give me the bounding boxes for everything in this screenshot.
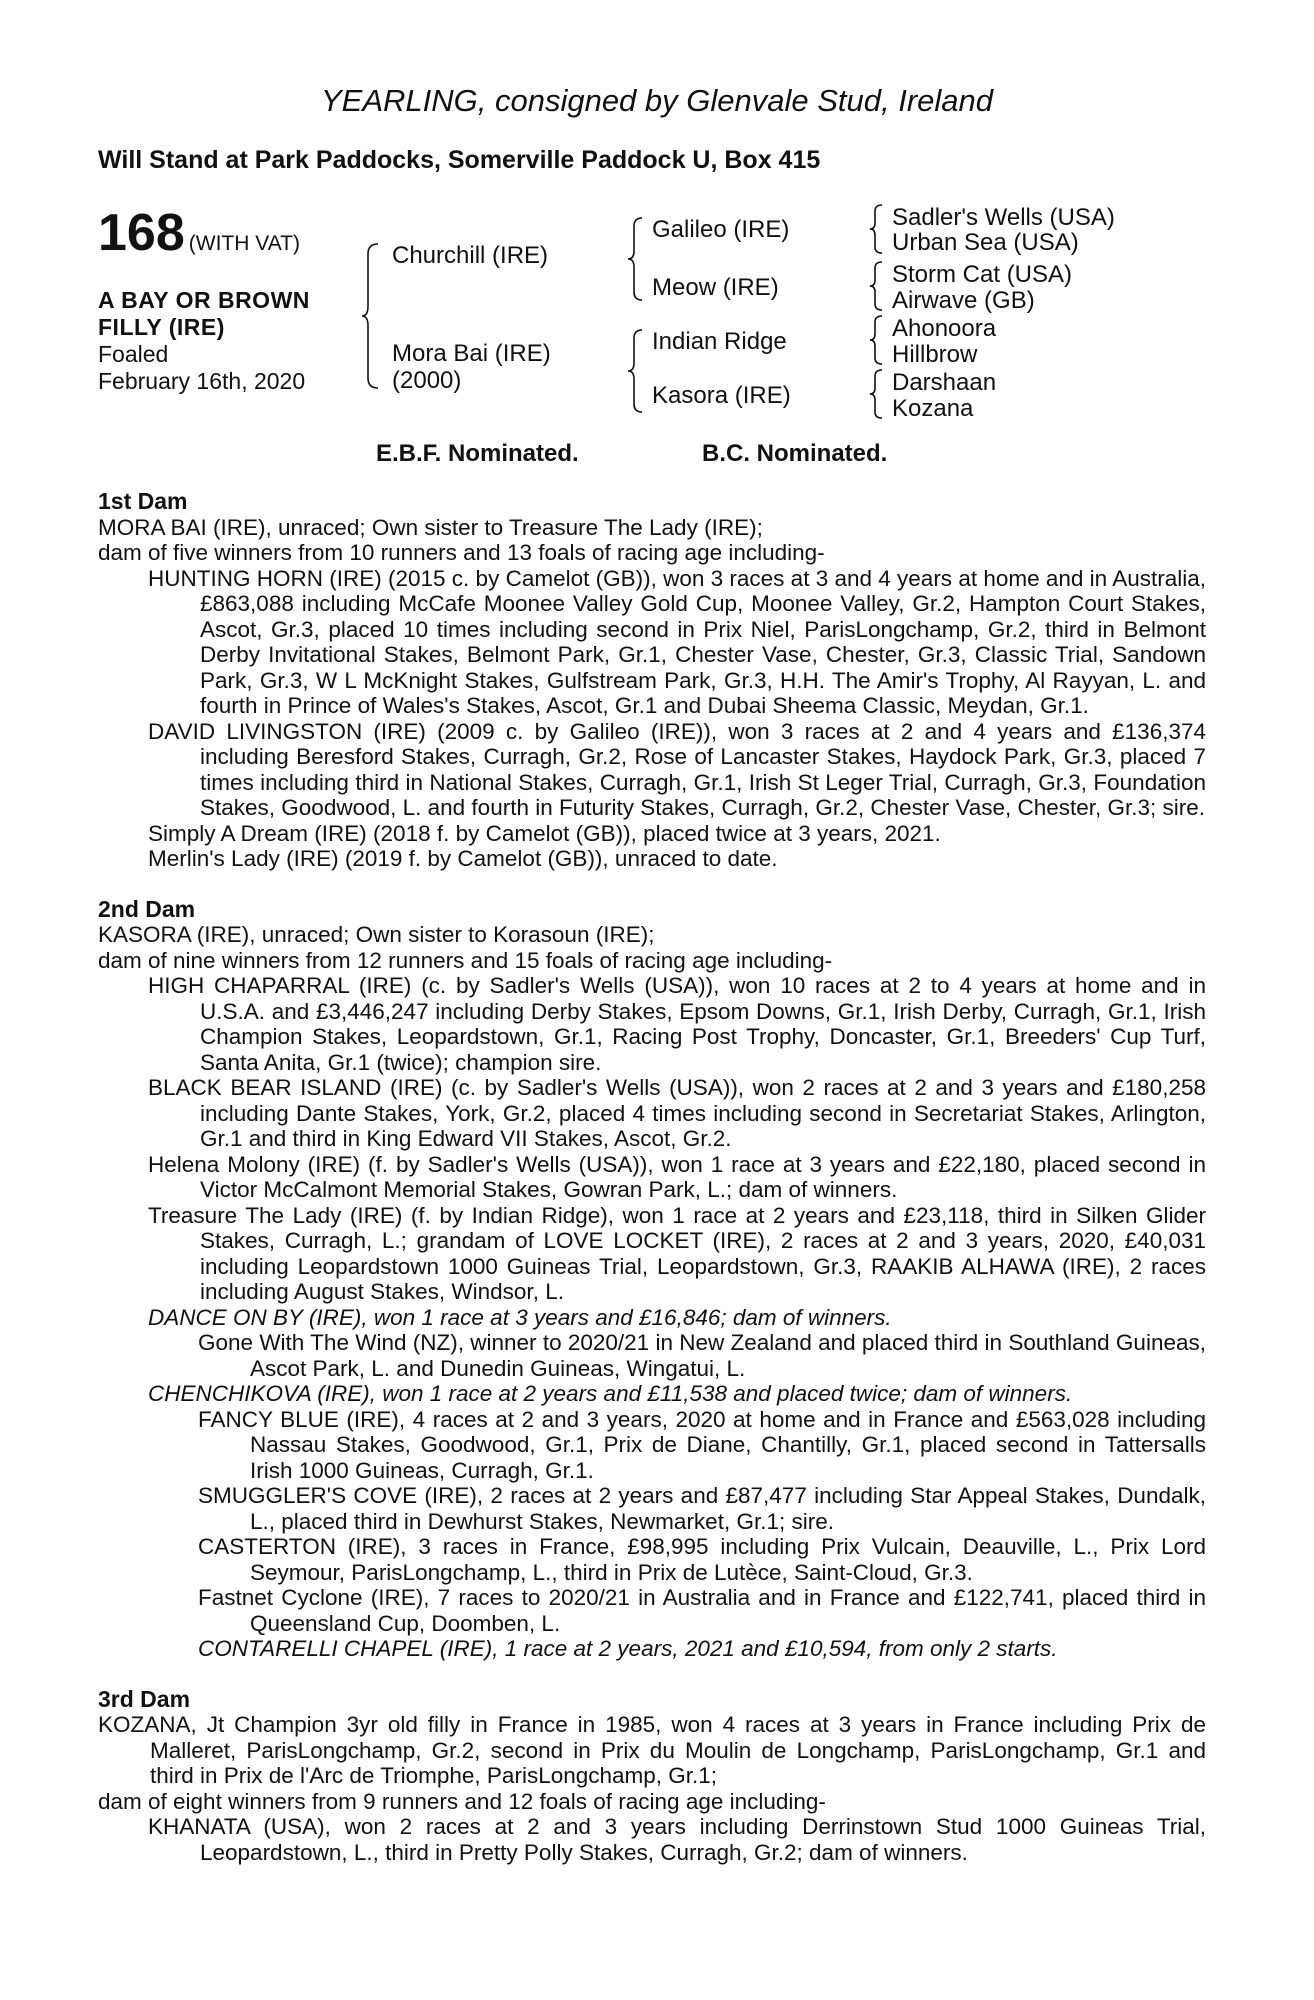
stand-location: Will Stand at Park Paddocks, Somerville Paddock U, Box 415 (98, 146, 821, 174)
sdd-name: Airwave (GB) (892, 287, 1035, 314)
vat-label: (WITH VAT) (188, 232, 300, 255)
sire-dam: Meow (IRE) (652, 274, 779, 301)
third-dam-summary: dam of eight winners from 9 runners and 12 foals of racing age including- (98, 1788, 826, 1814)
offspring-entry: DAVID LIVINGSTON (IRE) (2009 c. by Galileo (IRE)), won 3 races at 2 and 4 years and £136,374 including Beresford Stakes, Curragh, Gr.2, Rose of Lancaster Stakes, Haydock Park, Gr.3, placed 7 times including third in National Stakes, Curragh, Gr.1, Irish St Leger Trial, Curragh, Gr.3, Foundation Stakes, Goodwood, L. and fourth in Futurity Stakes, Curragh, Gr.2, Chester Vase, Chester, Gr.3; sire. (148, 718, 1206, 820)
offspring-entry: Simply A Dream (IRE) (2018 f. by Camelot (GB)), placed twice at 3 years, 2021. (148, 820, 941, 846)
lot-number-block (98, 203, 300, 263)
dsd-name: Hillbrow (892, 341, 978, 368)
first-dam-summary: dam of five winners from 10 runners and 13 foals of racing age including- (98, 540, 825, 565)
offspring-entry: HUNTING HORN (IRE) (2015 c. by Camelot (GB)), won 3 races at 3 and 4 years at home and in Australia, £863,088 including McCafe Moonee Valley Gold Cup, Moonee Valley, Gr.2, Hampton Court Stakes, Ascot, Gr.3, placed 10 times including second in Prix Niel, ParisLongchamp, Gr.2, third in Belmont Derby Invitational Stakes, Belmont Park, Gr.1, Chester Vase, Chester, Gr.3, Classic Trial, Sandown Park, Gr.3, W L McKnight Stakes, Gulfstream Park, Gr.3, H.H. The Amir's Trophy, Al Rayyan, L. and fourth in Prince of Wales's Stakes, Ascot, Gr.1 and Dubai Sheema Classic, Meydan, Gr.1. (148, 565, 1206, 718)
dam-year: (2000) (392, 367, 462, 394)
second-dam-summary: dam of nine winners from 12 runners and 15 foals of racing age including- (98, 947, 833, 973)
pedigree-brace (868, 314, 886, 366)
first-dam-heading: 1st Dam (98, 488, 188, 514)
second-dam-heading: 2nd Dam (98, 895, 196, 922)
grand-offspring-entry: CASTERTON (IRE), 3 races in France, £98,995 including Prix Vulcain, Deauville, L., Prix Lord Seymour, ParisLongchamp, L., third in Prix de Lutèce, Saint-Cloud, Gr.3. (198, 1534, 1206, 1585)
grand-offspring-entry: CONTARELLI CHAPEL (IRE), 1 race at 2 years, 2021 and £10,594, from only 2 starts. (198, 1636, 1058, 1661)
ddd-name: Kozana (892, 395, 974, 422)
third-dam-intro: KOZANA, Jt Champion 3yr old filly in France in 1985, won 4 races at 3 years in France including Prix de Malleret, ParisLongchamp, Gr.2, second in Prix du Moulin de Longchamp, ParisLongchamp, Gr.1 and third in Prix de l'Arc de Triomphe, ParisLongchamp, Gr.1; (98, 1712, 1206, 1788)
sds-name: Storm Cat (USA) (892, 261, 1073, 288)
sire-name: Churchill (IRE) (392, 242, 549, 269)
offspring-entry: DANCE ON BY (IRE), won 1 race at 3 years and £16,846; dam of winners. (148, 1304, 892, 1330)
foaled-label: Foaled (98, 341, 169, 367)
sire-sire: Galileo (IRE) (652, 216, 790, 243)
offspring-entry: CHENCHIKOVA (IRE), won 1 race at 2 years and £11,538 and placed twice; dam of winners. (148, 1381, 1073, 1406)
offspring-entry: Treasure The Lady (IRE) (f. by Indian Ridge), won 1 race at 2 years and £23,118, third in Silken Glider Stakes, Curragh, L.; grandam of LOVE LOCKET (IRE), 2 races at 2 and 3 years, 2020, £40,031 including Leopardstown 1000 Guineas Trial, Leopardstown, Gr.3, RAAKIB ALHAWA (IRE), 2 races including August Stakes, Windsor, L. (148, 1202, 1206, 1304)
foaling-date: February 16th, 2020 (98, 368, 306, 394)
lot-description (98, 287, 310, 395)
first-dam-intro: MORA BAI (IRE), unraced; Own sister to Treasure The Lady (IRE); (98, 514, 763, 540)
lot-number: 168 (98, 204, 185, 262)
dam-name: Mora Bai (IRE) (392, 340, 551, 367)
dam-dam: Kasora (IRE) (652, 382, 791, 409)
pedigree-brace (868, 203, 886, 255)
pedigree-brace (868, 260, 886, 312)
offspring-entry: HIGH CHAPARRAL (IRE) (c. by Sadler's Wells (USA)), won 10 races at 2 to 4 years at home and in U.S.A. and £3,446,247 including Derby Stakes, Epsom Downs, Gr.1, Irish Derby, Curragh, Gr.1, Irish Champion Stakes, Leopardstown, Gr.1, Racing Post Trophy, Doncaster, Gr.1, Breeders' Cup Turf, Santa Anita, Gr.1 (twice); champion sire. (148, 973, 1206, 1075)
third-dam-heading: 3rd Dam (98, 1685, 191, 1712)
pedigree-brace (868, 368, 886, 420)
grand-offspring-entry: FANCY BLUE (IRE), 4 races at 2 and 3 years, 2020 at home and in France and £563,028 including Nassau Stakes, Goodwood, Gr.1, Prix de Diane, Chantilly, Gr.1, placed second in Tattersalls Irish 1000 Guineas, Curragh, Gr.1. (198, 1406, 1206, 1483)
bc-nomination: B.C. Nominated. (702, 440, 888, 467)
lot-colour-sex: A BAY OR BROWN (98, 287, 310, 313)
offspring-entry: BLACK BEAR ISLAND (IRE) (c. by Sadler's Wells (USA)), won 2 races at 2 and 3 years and £180,258 including Dante Stakes, York, Gr.2, placed 4 times including second in Secretariat Stakes, Arlington, Gr.1 and third in King Edward VII Stakes, Ascot, Gr.2. (148, 1075, 1206, 1151)
grand-offspring-entry: SMUGGLER'S COVE (IRE), 2 races at 2 years and £87,477 including Star Appeal Stakes, Dundalk, L., placed third in Dewhurst Stakes, Newmarket, Gr.1; sire. (198, 1483, 1206, 1534)
offspring-entry: Merlin's Lady (IRE) (2019 f. by Camelot (GB)), unraced to date. (148, 846, 778, 871)
ebf-nomination: E.B.F. Nominated. (376, 440, 579, 467)
second-dam-intro: KASORA (IRE), unraced; Own sister to Korasoun (IRE); (98, 922, 655, 947)
grand-offspring-entry: Fastnet Cyclone (IRE), 7 races to 2020/21 in Australia and in France and £122,741, placed third in Queensland Cup, Doomben, L. (198, 1585, 1206, 1636)
catalogue-heading: YEARLING, consigned by Glenvale Stud, Ireland (320, 83, 994, 118)
sss-name: Sadler's Wells (USA) (892, 204, 1115, 231)
ssd-name: Urban Sea (USA) (892, 229, 1079, 256)
offspring-entry: KHANATA (USA), won 2 races at 2 and 3 years including Derrinstown Stud 1000 Guineas Trial, Leopardstown, L., third in Pretty Polly Stakes, Curragh, Gr.2; dam of winners. (148, 1814, 1206, 1865)
dss-name: Ahonoora (892, 315, 997, 342)
lot-sex-country: FILLY (IRE) (98, 314, 225, 340)
dds-name: Darshaan (892, 369, 997, 396)
catalogue-body (98, 489, 1206, 1865)
pedigree-brace (360, 242, 384, 390)
pedigree-brace (626, 328, 646, 414)
dam-sire: Indian Ridge (652, 328, 787, 355)
offspring-entry: Helena Molony (IRE) (f. by Sadler's Wells (USA)), won 1 race at 3 years and £22,180, placed second in Victor McCalmont Memorial Stakes, Gowran Park, L.; dam of winners. (148, 1151, 1206, 1202)
grand-offspring-entry: Gone With The Wind (NZ), winner to 2020/21 in New Zealand and placed third in Southland Guineas, Ascot Park, L. and Dunedin Guineas, Wingatui, L. (198, 1330, 1206, 1381)
pedigree-brace (626, 216, 646, 302)
